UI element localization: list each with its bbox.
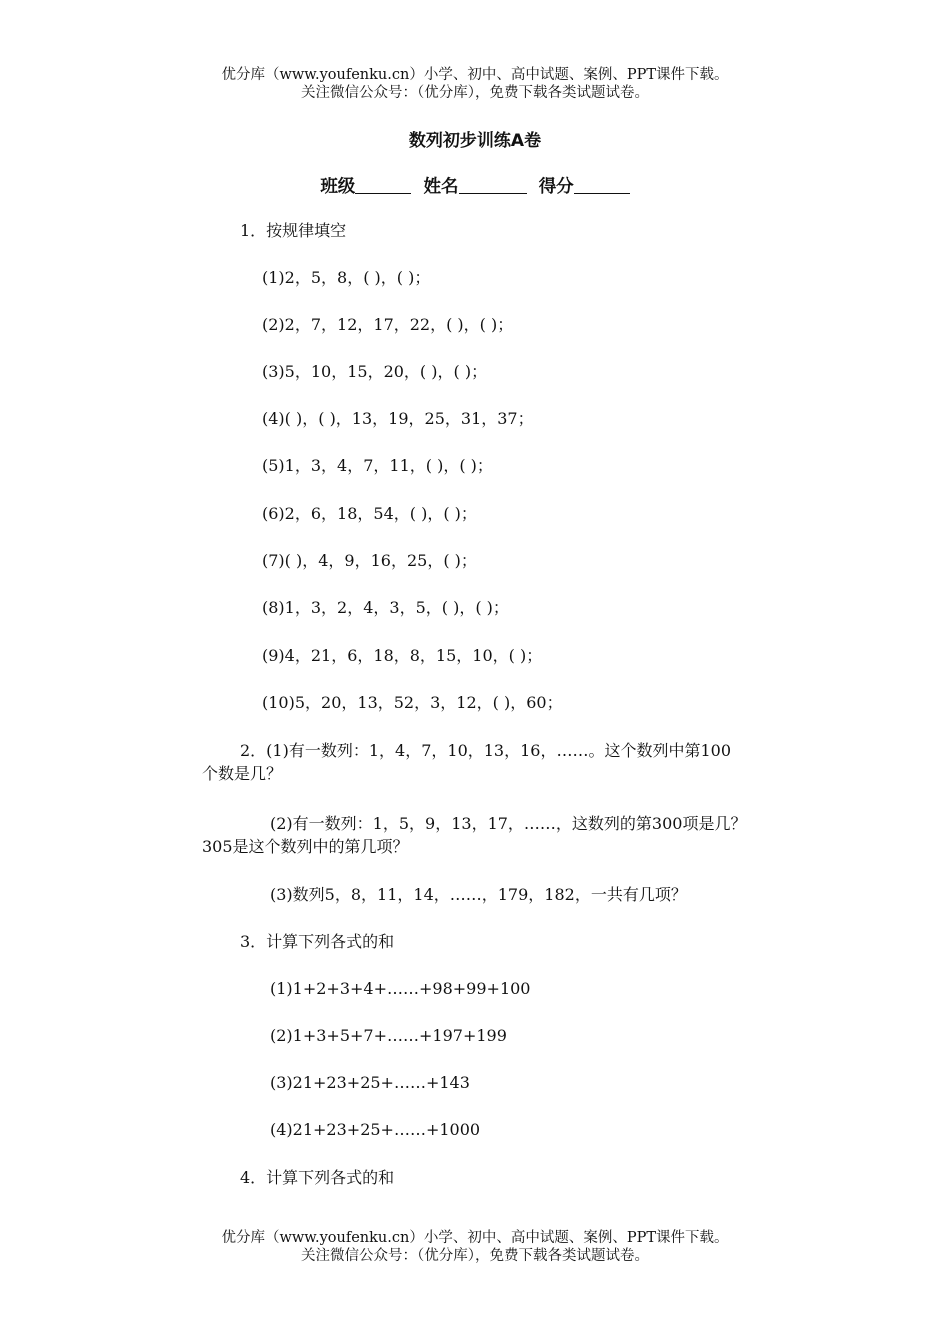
list-item: (4)21+23+25+……+1000	[270, 1120, 481, 1139]
footer-line-1: 优分库（www.youfenku.cn）小学、初中、高中试题、案例、PPT课件下载。	[221, 1230, 729, 1246]
footer-line-2: 关注微信公众号：（优分库），免费下载各类试题试卷。	[301, 1248, 649, 1264]
page-footer	[0, 1229, 950, 1265]
list-item: (4)( )，( )，13，19，25，31，37；	[262, 409, 534, 428]
list-item: (3)5，10，15，20，( )，( )；	[262, 362, 488, 381]
question-2-part-1-line-2: 个数是几？	[202, 764, 283, 783]
list-item: (7)( )，4，9，16，25，( )；	[262, 551, 477, 570]
question-3-heading: 3．计算下列各式的和	[240, 932, 395, 951]
class-label: 班级	[320, 177, 356, 197]
list-item: (1)1+2+3+4+……+98+99+100	[270, 979, 531, 998]
list-item: (2)2，7，12，17，22，( )，( )；	[262, 315, 514, 334]
name-blank	[459, 176, 527, 194]
header-line-2: 关注微信公众号：（优分库），免费下载各类试题试卷。	[301, 85, 649, 101]
score-label: 得分	[538, 177, 574, 197]
list-item: (5)1，3，4，7，11，( )，( )；	[262, 456, 493, 475]
score-blank	[574, 176, 630, 194]
student-info-fields	[0, 173, 950, 198]
list-item: (8)1，3，2，4，3，5，( )，( )；	[262, 598, 509, 617]
question-2-part-3: (3)数列5，8，11，14，……，179，182，一共有几项？	[270, 885, 687, 904]
list-item: (10)5，20，13，52，3，12，( )，60；	[262, 693, 563, 712]
name-label: 姓名	[423, 177, 459, 197]
list-item: (9)4，21，6，18，8，15，10，( )；	[262, 646, 543, 665]
header-line-1: 优分库（www.youfenku.cn）小学、初中、高中试题、案例、PPT课件下载。	[221, 67, 729, 83]
page-title: 数列初步训练A卷	[408, 131, 542, 151]
list-item: (1)2，5，8，( )，( )；	[262, 268, 431, 287]
list-item: (3)21+23+25+……+143	[270, 1073, 470, 1092]
question-2-part-2-line-2: 305是这个数列中的第几项？	[202, 837, 409, 856]
question-4-heading: 4．计算下列各式的和	[240, 1168, 395, 1187]
list-item: (6)2，6，18，54，( )，( )；	[262, 504, 477, 523]
question-2-part-2-line-1: (2)有一数列：1，5，9，13，17，……，这数列的第300项是几？	[270, 814, 747, 833]
question-2-part-1-line-1: 2．(1)有一数列：1，4，7，10，13，16，……。这个数列中第100	[240, 741, 732, 760]
question-1-heading: 1．按规律填空	[240, 221, 347, 240]
list-item: (2)1+3+5+7+……+197+199	[270, 1026, 507, 1045]
page-header	[0, 66, 950, 102]
class-blank	[355, 176, 411, 194]
